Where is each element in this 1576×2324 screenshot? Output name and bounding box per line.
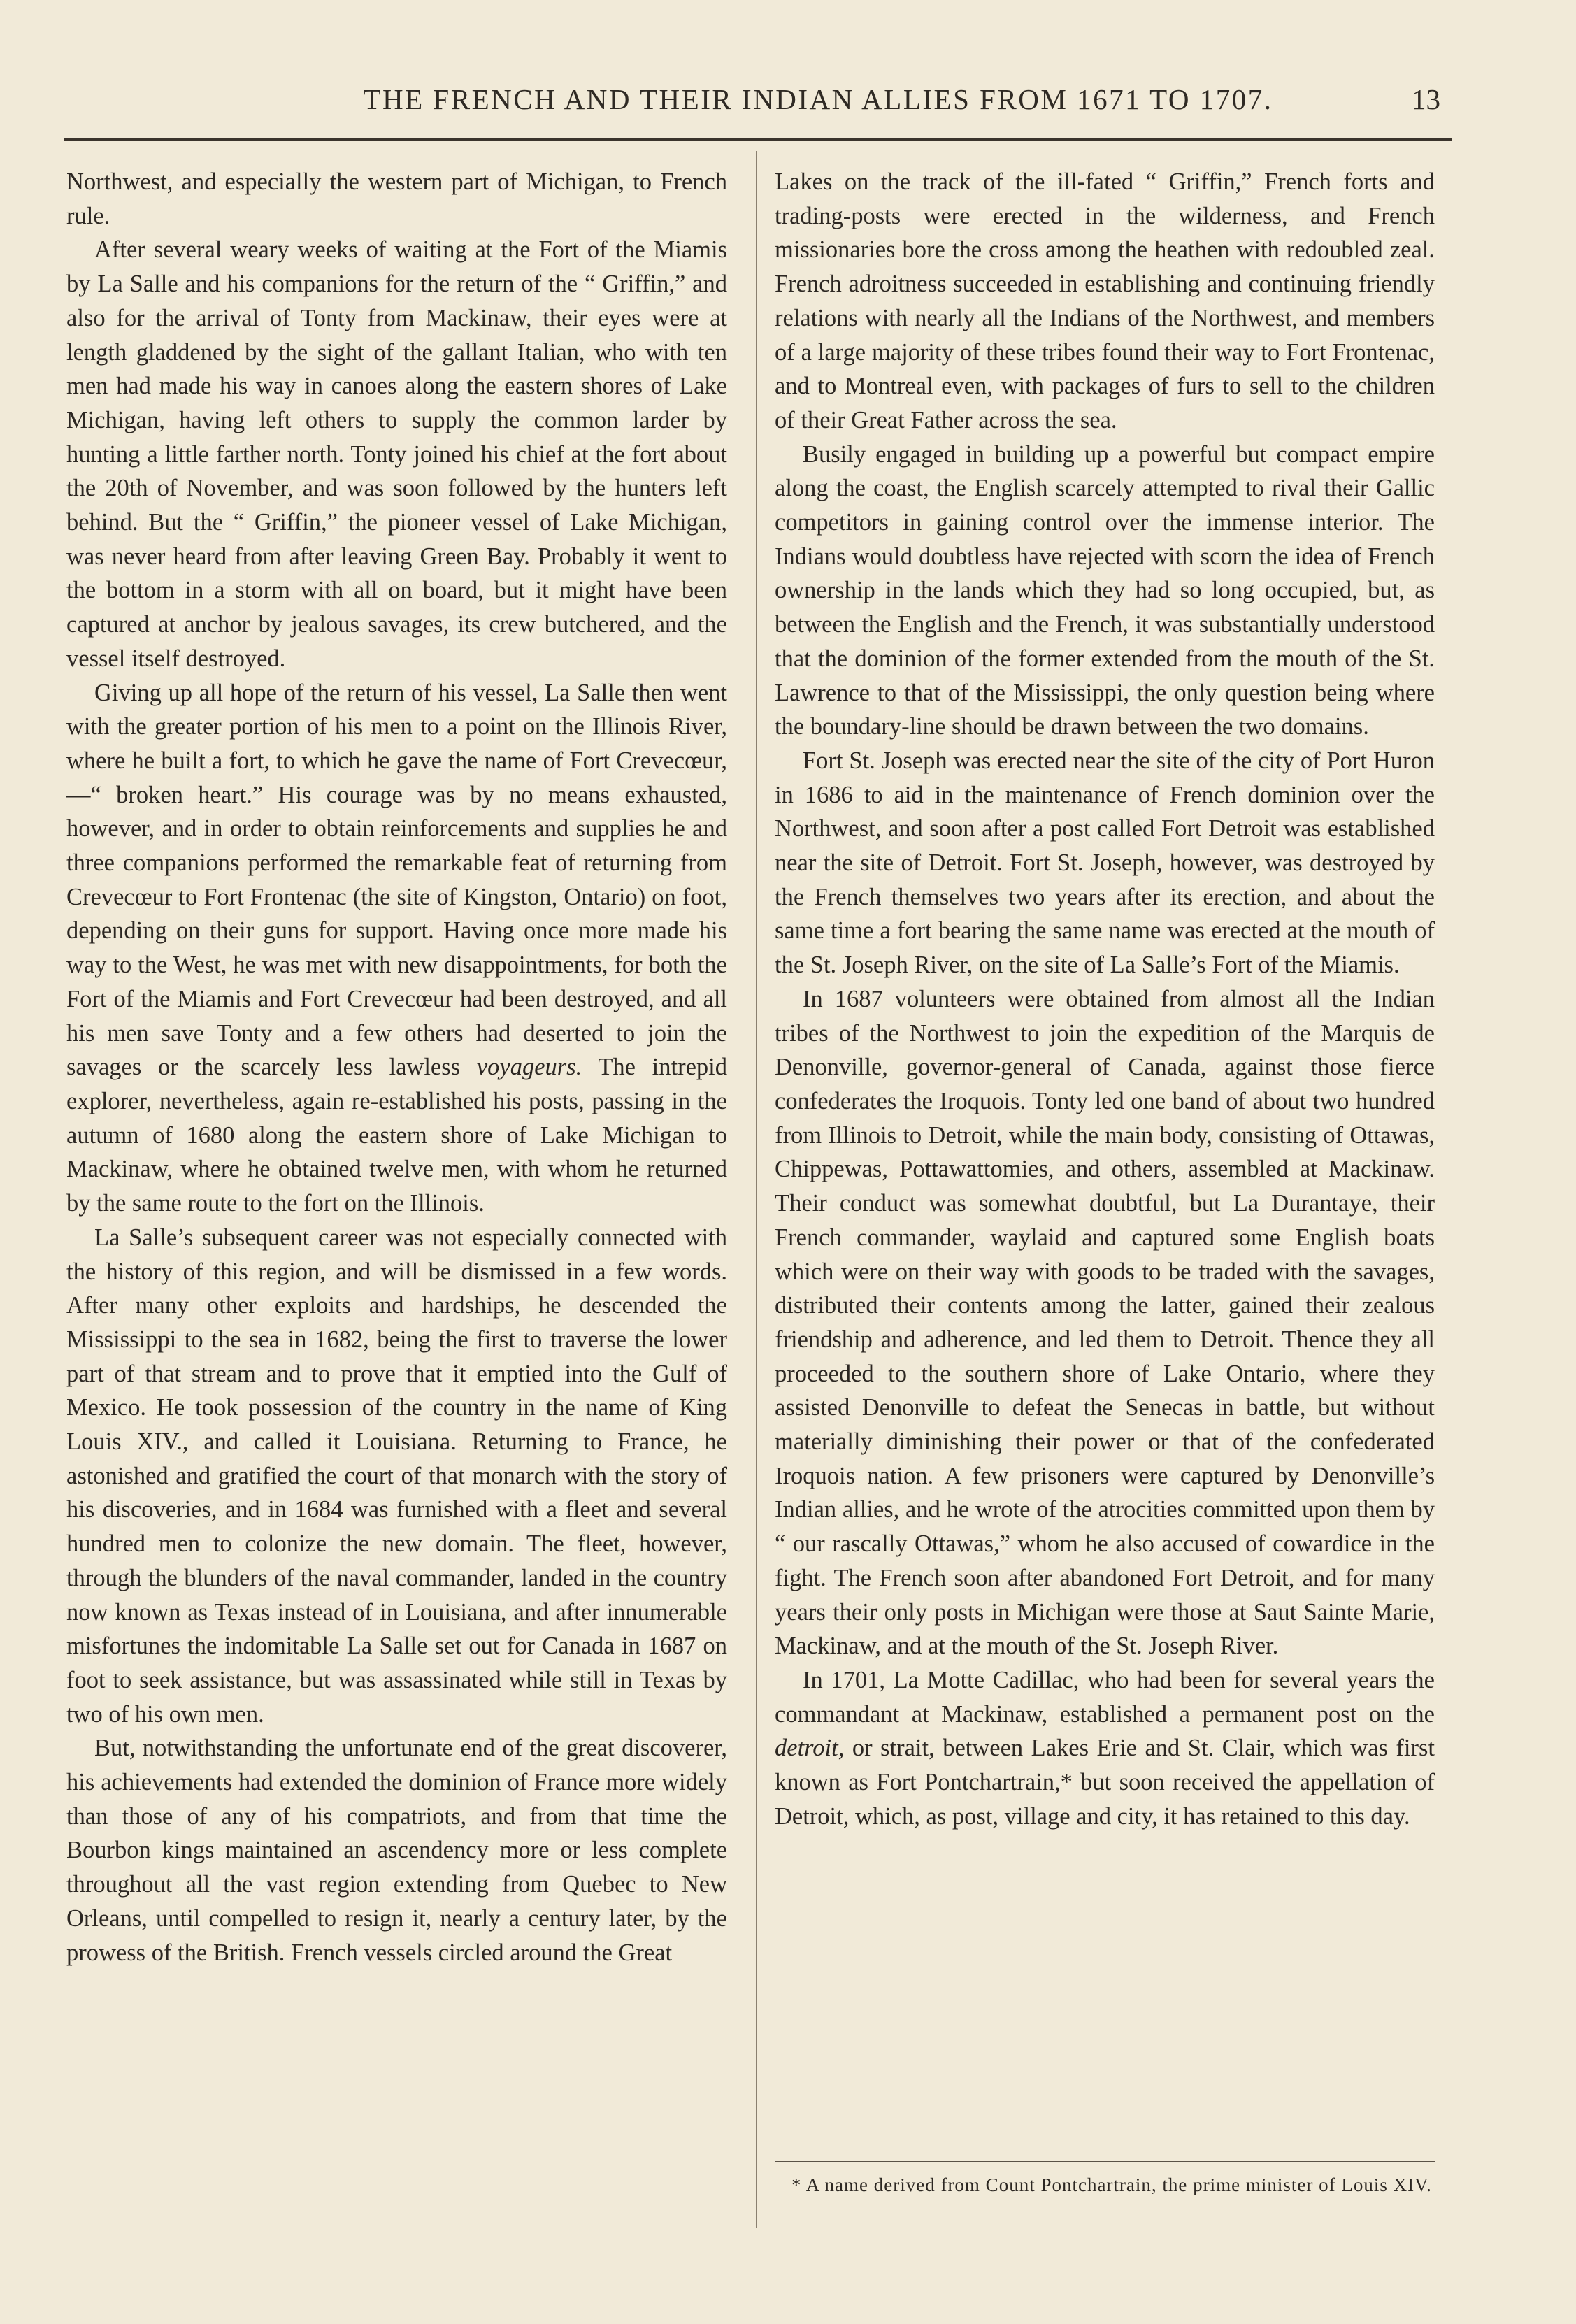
right-column: [775, 165, 1435, 1833]
text-run: Giving up all hope of the return of his vessel, La Salle then went with the greater portion of his men to a point on the Illinois River, where he built a fort, to which he gave the name of Fort Crevecœur,—“ broken heart.” His courage was by no means exhausted, however, and in order to obtain reinforcements and supplies he and three companions performed the remarkable feat of returning from Crevecœur to Fort Frontenac (the site of Kingston, Ontario) on foot, depending on their guns for support. Having once more made his way to the West, he was met with new disappointments, for both the Fort of the Miamis and Fort Crevecœur had been destroyed, and all his men save Tonty and a few others had deserted to join the savages or the scarcely less lawless: [66, 679, 727, 1081]
paragraph: After several weary weeks of waiting at the Fort of the Miamis by La Salle and his companions for the return of the “ Griffin,” and also for the arrival of Tonty from Mackinaw, their eyes were at length gladdened by the sight of the gallant Italian, who with ten men had made his way in canoes along the eastern shores of Lake Michigan, having left others to supply the common larder by hunting a little farther north. Tonty joined his chief at the fort about the 20th of November, and was soon followed by the hunters left behind. But the “ Griffin,” the pioneer vessel of Lake Michigan, was never heard from after leaving Green Bay. Probably it went to the bottom in a storm with all on board, but it might have been captured at anchor by jealous savages, its crew butchered, and the vessel itself destroyed.: [66, 236, 727, 672]
italic-term: detroit,: [775, 1735, 845, 1762]
text-run: In 1701, La Motte Cadillac, who had been for several years the commandant at Mackinaw, established a permanent post on the: [775, 1666, 1435, 1728]
text-run: or strait, between Lakes Erie and St. Clair, which was first known as Fort Pontchartrain,* but soon received the appellation of Detroit, which, as post, village and city, it has retained to this day.: [775, 1735, 1435, 1830]
paragraph: But, notwithstanding the unfortunate end of the great discoverer, his achievements had extended the dominion of France more widely than those of any of his compatriots, and from that time the Bourbon kings maintained an ascendency more or less complete throughout all the vast region extending from Quebec to New Orleans, until compelled to resign it, nearly a century later, by the prowess of the British. French vessels circled around the Great: [66, 1735, 727, 1966]
running-title: THE FRENCH AND THEIR INDIAN ALLIES FROM 1671 TO 1707.: [363, 83, 1273, 115]
paragraph: [775, 1663, 1435, 1834]
text-run: The intrepid explorer, nevertheless, again re-established his posts, passing in the autumn of 1680 along the eastern shore of Lake Michigan to Mackinaw, where he obtained twelve men, with whom he returned by the same route to the fort on the Illinois.: [66, 1054, 727, 1217]
paragraph: Fort St. Joseph was erected near the site of the city of Port Huron in 1686 to aid in the maintenance of French dominion over the Northwest, and soon after a post called Fort Detroit was established near the site of Detroit. Fort St. Joseph, however, was destroyed by the French themselves two years after its erection, and about the same time a fort bearing the same name was erected at the mouth of the St. Joseph River, on the site of La Salle’s Fort of the Miamis.: [775, 747, 1435, 979]
italic-term: voyageurs.: [476, 1054, 582, 1081]
paragraph: Busily engaged in building up a powerful but compact empire along the coast, the English scarcely attempted to rival their Gallic competitors in gaining control over the immense interior. The Indians would doubtless have rejected with scorn the idea of French ownership in the lands which they had so long occupied, but, as between the English and the French, it was substantially understood that the dominion of the former extended from the mouth of the St. Lawrence to that of the Mississippi, the only question being where the boundary-line should be drawn between the two domains.: [775, 440, 1435, 740]
page-number: 13: [1412, 83, 1440, 115]
page-header: [63, 83, 1461, 124]
footnote-rule: [775, 2161, 1435, 2162]
left-column: [66, 165, 727, 1970]
paragraph: [66, 676, 727, 1221]
footnote: * A name derived from Count Pontchartrain, the prime minister of Louis XIV.: [791, 2174, 1432, 2195]
column-divider: [756, 151, 757, 2228]
header-rule: [64, 138, 1452, 141]
paragraph: Lakes on the track of the ill-fated “ Griffin,” French forts and trading-posts were erected in the wilderness, and French missionaries bore the cross among the heathen with redoubled zeal. French adroitness succeeded in establishing and continuing friendly relations with nearly all the Indians of the Northwest, and members of a large majority of these tribes found their way to Fort Frontenac, and to Montreal even, with packages of furs to sell to the children of their Great Father across the sea.: [775, 168, 1435, 433]
paragraph: La Salle’s subsequent career was not especially connected with the history of this region, and will be dismissed in a few words. After many other exploits and hardships, he descended the Mississippi to the sea in 1682, being the first to traverse the lower part of that stream and to prove that it emptied into the Gulf of Mexico. He took possession of the country in the name of King Louis XIV., and called it Louisiana. Returning to France, he astonished and gratified the court of that monarch with the story of his discoveries, and in 1684 was furnished with a fleet and several hundred men to colonize the new domain. The fleet, however, through the blunders of the naval commander, landed in the country now known as Texas instead of in Louisiana, and after innumerable misfortunes the indomitable La Salle set out for Canada in 1687 on foot to seek assistance, but was assassinated while still in Texas by two of his own men.: [66, 1224, 727, 1728]
paragraph: Northwest, and especially the western part of Michigan, to French rule.: [66, 168, 727, 229]
paragraph: In 1687 volunteers were obtained from almost all the Indian tribes of the Northwest to join the expedition of the Marquis de Denonville, governor-general of Canada, against those fierce confederates the Iroquois. Tonty led one band of about two hundred from Illinois to Detroit, while the main body, consisting of Ottawas, Chippewas, Pottawattomies, and others, assembled at Mackinaw. Their conduct was somewhat doubtful, but La Durantaye, their French commander, waylaid and captured some English boats which were on their way with goods to be traded with the savages, distributed their contents among the latter, gained their zealous friendship and adherence, and led them to Detroit. Thence they all proceeded to the southern shore of Lake Ontario, where they assisted Denonville to defeat the Senecas in battle, but without materially diminishing their power or that of the confederated Iroquois nation. A few prisoners were captured by Denonville’s Indian allies, and he wrote of the atrocities committed upon them by “ our rascally Ottawas,” whom he also accused of cowardice in the fight. The French soon after abandoned Fort Detroit, and for many years their only posts in Michigan were those at Saut Sainte Marie, Mackinaw, and at the mouth of the St. Joseph River.: [775, 985, 1435, 1660]
